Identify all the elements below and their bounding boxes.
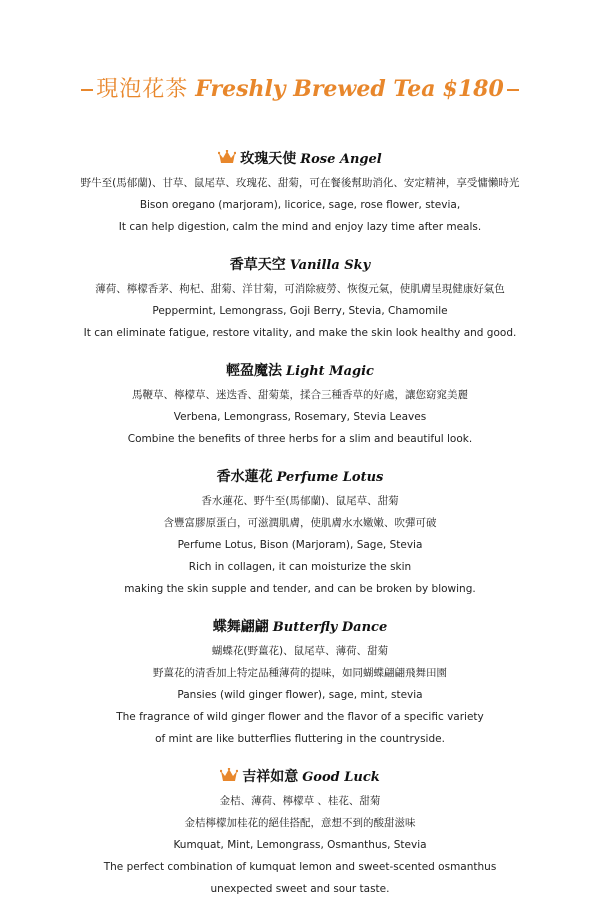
title-en: Freshly Brewed Tea [195,76,436,102]
menu-item [0,617,600,750]
item-name-zh: 輕盈魔法 [226,363,283,379]
item-description-line: Pansies (wild ginger flower), sage, mint, stevia [177,689,423,701]
crown-icon [220,768,238,782]
item-name-zh: 香水蓮花 [216,469,273,485]
item-description-line: Kumquat, Mint, Lemongrass, Osmanthus, Stevia [173,839,427,851]
menu-item-title [0,255,600,276]
item-description-line: It can help digestion, calm the mind and enjoy lazy time after meals. [118,221,482,233]
item-description-line: Bison oregano (marjoram), licorice, sage, rose flower, stevia, [139,199,461,211]
menu-item-title [0,467,600,488]
item-name-en: Good Luck [302,770,380,785]
title-price: $180 [442,76,504,102]
item-description-line: 蝴蝶花(野薑花)、鼠尾草、薄荷、甜菊 [211,645,389,657]
item-description-line: unexpected sweet and sour taste. [210,883,390,895]
item-description-line: 野牛至(馬郁蘭)、甘草、鼠尾草、玫瑰花、甜菊，可在餐後幫助消化、安定精神，享受慵懶時光 [80,177,520,189]
item-description-line: 薄荷、檸檬香茅、枸杞、甜菊、洋甘菊，可消除疲勞、恢復元氣，使肌膚呈現健康好氣色 [95,283,505,295]
menu-item-title [0,617,600,638]
item-description-line: 金桔、薄荷、檸檬草 、桂花、甜菊 [219,795,381,807]
item-name-en: Light Magic [286,364,374,379]
item-description-line: of mint are like butterflies fluttering in the countryside. [155,733,445,745]
menu-item [0,361,600,450]
menu-title [0,74,600,105]
menu-item-title [0,767,600,788]
menu-item [0,255,600,344]
item-description-line: 金桔檸檬加桂花的絕佳搭配，意想不到的酸甜滋味 [184,817,416,829]
item-name-en: Butterfly Dance [272,620,388,635]
item-description-line: The fragrance of wild ginger flower and the flavor of a specific variety [116,711,484,723]
item-description-line: 野薑花的清香加上特定品種薄荷的提味，如同蝴蝶翩翩飛舞田園 [153,667,447,679]
item-description-line: Peppermint, Lemongrass, Goji Berry, Stevia, Chamomile [152,305,448,317]
item-name-en: Vanilla Sky [289,258,371,273]
item-description-line: It can eliminate fatigue, restore vitality, and make the skin look healthy and good. [83,327,517,339]
item-name-en: Rose Angel [300,152,382,167]
item-description-line: 馬鞭草、檸檬草、迷迭香、甜菊葉，揉合三種香草的好處，讓您窈窕美麗 [132,389,468,401]
item-description-line: Combine the benefits of three herbs for a slim and beautiful look. [127,433,473,445]
item-name-zh: 蝶舞翩翩 [212,619,269,635]
title-dash-left [81,89,93,91]
item-name-zh: 吉祥如意 [242,769,299,785]
menu-item [0,149,600,238]
menu-item [0,767,600,900]
item-description-line: 含豐富膠原蛋白，可滋潤肌膚，使肌膚水水嫩嫩、吹彈可破 [163,517,437,529]
menu-item [0,467,600,600]
item-name-en: Perfume Lotus [276,470,384,485]
title-zh: 現泡花茶 [96,77,189,102]
item-description-line: 香水蓮花、野牛至(馬郁蘭)、鼠尾草、甜菊 [201,495,399,507]
item-name-zh: 玫瑰天使 [240,151,297,167]
tea-menu-list [0,149,600,917]
item-description-line: The perfect combination of kumquat lemon and sweet-scented osmanthus [103,861,497,873]
item-name-zh: 香草天空 [229,257,286,273]
item-description-line: making the skin supple and tender, and can be broken by blowing. [124,583,476,595]
crown-icon [218,150,236,164]
item-description-line: Perfume Lotus, Bison (Marjoram), Sage, Stevia [177,539,423,551]
item-description-line: Rich in collagen, it can moisturize the skin [188,561,412,573]
title-dash-right [507,89,519,91]
item-description-line: Verbena, Lemongrass, Rosemary, Stevia Leaves [173,411,427,423]
menu-item-title [0,361,600,382]
menu-item-title [0,149,600,170]
